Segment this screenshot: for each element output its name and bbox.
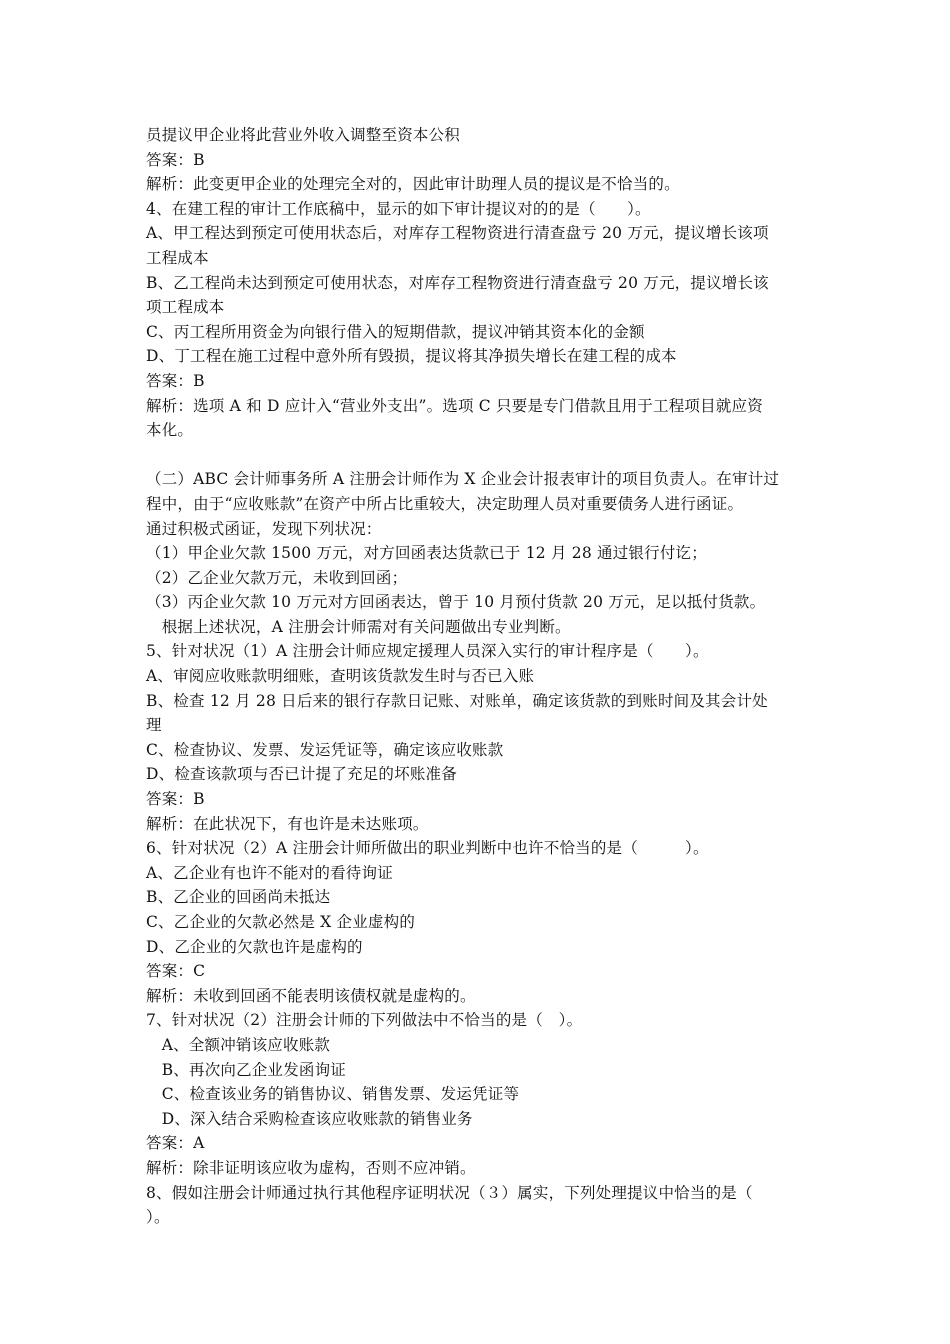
case-intro-cont: 通过积极式函证，发现下列状况：	[146, 519, 382, 538]
analysis-line: 解析：除非证明该应收为虚构，否则不应冲销。	[146, 1158, 476, 1177]
option-b: B、再次向乙企业发函询证	[146, 1060, 346, 1079]
option-a-cont: 工程成本	[146, 248, 209, 267]
option-c: C、检查协议、发票、发运凭证等，确定该应收账款	[146, 740, 504, 759]
analysis-line-cont: 本化。	[146, 421, 194, 440]
answer-line: 答案：B	[146, 371, 205, 390]
option-d: D、丁工程在施工过程中意外所有毁损，提议将其净损失增长在建工程的成本	[146, 347, 677, 366]
option-b: B、检查 12 月 28 日后来的银行存款日记账、对账单，确定该货款的到账时间及其会计处	[146, 691, 768, 710]
option-b: B、乙工程尚未达到预定可使用状态，对库存工程物资进行清查盘亏 20 万元，提议增长该	[146, 273, 769, 292]
question-8: 8、假如注册会计师通过执行其他程序证明状况（３）属实，下列处理提议中恰当的是（	[146, 1183, 753, 1202]
option-d: D、检查该款项与否已计提了充足的坏账准备	[146, 765, 457, 784]
option-c: C、检查该业务的销售协议、销售发票、发运凭证等	[146, 1085, 520, 1104]
analysis-line: 解析：此变更甲企业的处理完全对的，因此审计助理人员的提议是不恰当的。	[146, 175, 680, 194]
option-a: A、全额冲销该应收账款	[146, 1035, 331, 1054]
option-a: A、乙企业有也许不能对的看待询证	[146, 863, 393, 882]
case-conclusion: 根据上述状况，A 注册会计师需对有关问题做出专业判断。	[146, 617, 571, 636]
answer-line: 答案：B	[146, 790, 205, 809]
answer-line: 答案：C	[146, 962, 206, 981]
answer-line: 答案：B	[146, 150, 205, 169]
option-d: D、深入结合采购检查该应收账款的销售业务	[146, 1109, 473, 1128]
question-7: 7、针对状况（2）注册会计师的下列做法中不恰当的是（ ）。	[146, 1011, 583, 1030]
question-6: 6、针对状况（2）A 注册会计师所做出的职业判断中也许不恰当的是（ ）。	[146, 839, 709, 858]
document-body	[146, 123, 810, 1230]
analysis-line: 解析：选项 A 和 D 应计入“营业外支出”。选项 C 只要是专门借款且用于工程项目就应资	[146, 396, 763, 415]
option-c: C、乙企业的欠款必然是 X 企业虚构的	[146, 913, 416, 931]
question-5: 5、针对状况（1）A 注册会计师应规定援理人员深入实行的审计程序是（ ）。	[146, 642, 709, 661]
blank-line	[146, 443, 810, 468]
case-item-2: （2）乙企业欠款万元，未收到回函；	[146, 568, 408, 587]
option-b-cont: 项工程成本	[146, 298, 225, 317]
analysis-line: 解析：未收到回函不能表明该债权就是虚构的。	[146, 986, 476, 1005]
question-4: 4、在建工程的审计工作底稿中，显示的如下审计提议对的的是（ ）。	[146, 199, 651, 218]
option-d: D、乙企业的欠款也许是虚构的	[146, 937, 363, 956]
case-intro-cont: 程中，由于“应收账款”在资产中所占比重较大，决定助理人员对重要债务人进行函证。	[146, 494, 744, 513]
text-line: 员提议甲企业将此营业外收入调整至资本公积	[146, 126, 461, 144]
analysis-line: 解析：在此状况下，有也许是未达账项。	[146, 814, 429, 833]
question-8-cont: ）。	[146, 1208, 170, 1227]
option-b-cont: 理	[146, 716, 162, 735]
option-c: C、丙工程所用资金为向银行借入的短期借款，提议冲销其资本化的金额	[146, 322, 645, 341]
option-a: A、甲工程达到预定可使用状态后，对库存工程物资进行清查盘亏 20 万元，提议增长该项	[146, 224, 769, 243]
case-item-3: （3）丙企业欠款 10 万元对方回函表达，曾于 10 月预付货款 20 万元，足以抵付货款。	[146, 593, 766, 612]
case-item-1: （1）甲企业欠款 1500 万元，对方回函表达货款已于 12 月 28 通过银行付讫；	[146, 544, 707, 563]
answer-line: 答案：A	[146, 1134, 205, 1153]
option-a: A、审阅应收账款明细账，查明该货款发生时与否已入账	[146, 667, 535, 686]
case-intro: （二）ABC 会计师事务所 A 注册会计师作为 X 企业会计报表审计的项目负责人。在审计过	[146, 470, 780, 489]
option-b: B、乙企业的回函尚未抵达	[146, 888, 331, 907]
